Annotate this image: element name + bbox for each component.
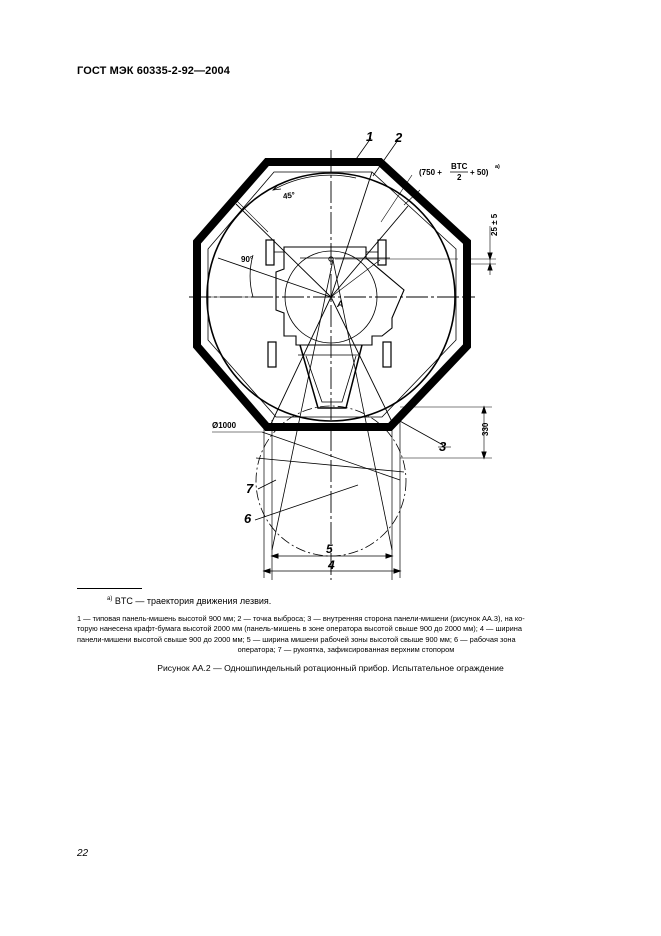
legend-line: оператора; 7 — рукоятка, зафиксированная верхним стопором <box>237 644 455 654</box>
callout-2: 2 <box>395 130 403 145</box>
dimension-330: 330 <box>481 422 490 436</box>
formula-superscript: a) <box>495 164 500 170</box>
footnote-separator <box>77 588 142 589</box>
foot-upper-right <box>378 240 386 265</box>
callout-1: 1 <box>366 129 374 144</box>
callout-4: 4 <box>328 558 335 572</box>
foot-lower-right <box>383 342 391 367</box>
angle-45-label: 45° <box>282 190 296 201</box>
figure-legend <box>77 614 615 655</box>
diameter-label: Ø1000 <box>212 421 237 430</box>
figure-caption: Рисунок АА.2 — Одношпиндельный ротационный прибор. Испытательное ограждение <box>157 663 504 673</box>
foot-upper-left <box>266 240 274 265</box>
callout-3: 3 <box>439 439 447 454</box>
foot-lower-left <box>268 342 276 367</box>
angle-90-label: 90° <box>241 255 254 264</box>
footnote-text: BTC — траектория движения лезвия. <box>114 596 272 606</box>
dimension-25: 25 ± 5 <box>490 213 499 236</box>
legend-line: 1 — типовая панель-мишень высотой 900 мм; 2 — точка выброса; 3 — внутренняя сторона панели-мишени (рисунок АА.3), на ко- <box>77 614 525 623</box>
formula-denominator: 2 <box>457 173 462 182</box>
callout-6: 6 <box>244 511 252 526</box>
footnote-marker: a) <box>107 596 113 602</box>
page-number: 22 <box>77 848 89 859</box>
point-a-label: A <box>337 299 344 309</box>
callout-7: 7 <box>246 481 254 496</box>
footnote <box>107 596 271 606</box>
formula-close: + 50) <box>470 168 489 177</box>
legend-line: торую нанесена крафт-бумага высотой 2000 мм (панель-мишень в зоне оператора высотой свыше 900 до 2000 мм); 4 — ширина <box>77 624 522 634</box>
document-header: ГОСТ МЭК 60335-2-92—2004 <box>77 65 230 77</box>
callout-5: 5 <box>326 542 333 556</box>
formula-numerator: BTC <box>451 162 468 171</box>
legend-line: панели-мишени высотой свыше 900 до 2000 мм; 5 — ширина мишени рабочей зоны высотой свыше 900 мм; 6 — рабочая зона <box>77 634 516 644</box>
formula-open: (750 + <box>419 168 442 177</box>
